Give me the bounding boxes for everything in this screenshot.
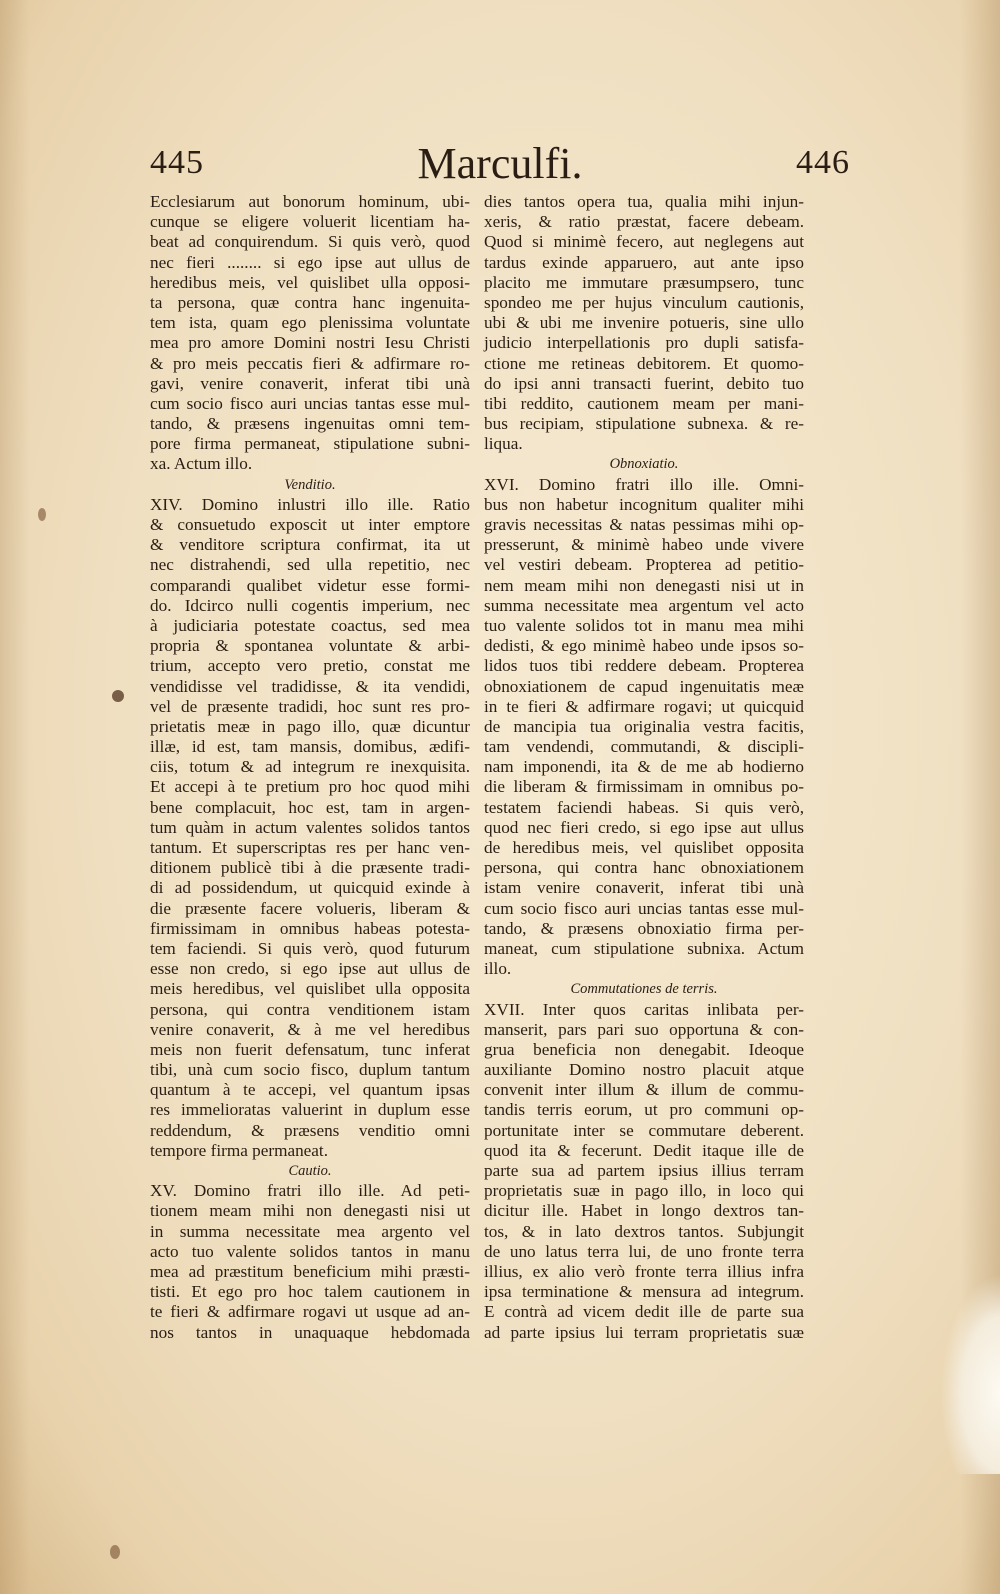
text-line: ditionem publicè tibi à die præsente tradi-	[150, 858, 470, 878]
text-line: XVII. Inter quos caritas inlibata per-	[484, 999, 804, 1019]
text-line: ad parte ipsius lui terram proprietatis suæ	[484, 1322, 804, 1342]
page-edge-shadow-left	[0, 0, 30, 1594]
text-line: bus recipiam, stipulatione subnexa. & re-	[484, 414, 804, 434]
text-line: heredibus meis, vel quislibet ulla opposi-	[150, 272, 470, 292]
text-line: & consuetudo exposcit ut inter emptore	[150, 515, 470, 534]
text-line: tandis terris eorum, ut pro communi op-	[484, 1100, 804, 1120]
text-line: summa necessitate mea argentum vel acto	[484, 595, 804, 615]
text-line: ctione me retineas debitorem. Et quomo-	[484, 353, 804, 373]
text-line: cum socio fisco auri uncias tantas esse mul-	[150, 393, 470, 413]
text-line: & pro meis peccatis fieri & adfirmare ro-	[150, 353, 470, 373]
text-line: tem ista, quam ego plenissima voluntate	[150, 313, 470, 333]
text-line: xa. Actum illo.	[150, 454, 253, 474]
text-line: mea pro amore Domini nostri Iesu Christi	[150, 333, 470, 353]
left-column	[150, 192, 470, 1343]
text-line: placito me immutare præsumpsero, tunc	[484, 272, 804, 292]
section-heading: Obnoxiatio.	[609, 456, 679, 473]
text-line: illæ, id est, tam mansis, domibus, ædifi-	[150, 737, 470, 757]
text-line: illo.	[484, 959, 512, 979]
text-line: ipsa terminatione & mensura ad integrum.	[484, 1282, 804, 1302]
running-head	[150, 138, 850, 190]
text-line: quantum à te accepi, vel quantum ipsas	[150, 1080, 470, 1100]
text-line: cum socio fisco auri uncias tantas esse mul-	[484, 898, 804, 918]
text-line: gavi, venire conaverit, inferat tibi unà	[150, 373, 470, 393]
text-line: spondeo me per hujus vinculum cautionis,	[484, 292, 804, 312]
text-line: tionem meam mihi non denegasti nisi ut	[150, 1201, 470, 1221]
text-line: xeris, & ratio præstat, facere debeam.	[484, 212, 804, 232]
text-line: XVI. Domino fratri illo ille. Omni-	[484, 474, 804, 494]
text-line: ciis, totum & ad integrum re inexquisita.	[150, 757, 470, 777]
text-line: Et accepi à te pretium pro hoc quod mihi	[150, 777, 470, 797]
text-line: tantum. Et superscriptas res per hanc ven-	[150, 838, 470, 857]
text-line: Ecclesiarum aut bonorum hominum, ubi-	[150, 192, 470, 211]
text-line: de heredibus meis, vel quislibet opposita	[484, 838, 804, 857]
text-line: tibi reddito, cautionem meam per mani-	[484, 393, 804, 413]
text-line: testatem faciendi habeas. Si quis verò,	[484, 797, 804, 817]
text-line: illius, ex alio verò fronte terra illius infra	[484, 1261, 804, 1281]
text-line: nec distrahendi, sed ulla repetitio, nec	[150, 555, 470, 575]
text-line: tuo valente solidos tot in manu mea mihi	[484, 615, 804, 635]
text-line: lidos tuos tibi reddere debeam. Propterea	[484, 656, 804, 676]
text-line: venire conaverit, & à me vel heredibus	[150, 1019, 470, 1039]
text-line: di ad possidendum, ut quicquid exinde à	[150, 878, 470, 898]
text-line: bus non habetur incognitum qualiter mihi	[484, 494, 804, 514]
text-line: die præsente facere volueris, liberam &	[150, 898, 470, 918]
text-line: dedisti, & ego minimè habeo unde ipsos so-	[484, 636, 804, 656]
text-line: do. Idcirco nulli cogentis imperium, nec	[150, 595, 470, 615]
text-line: tisti. Et ego pro hoc talem cautionem in	[150, 1282, 470, 1302]
text-line: presserunt, & minimè habeo unde vivere	[484, 535, 804, 555]
text-line: meis non fuerit defensatum, tunc inferat	[150, 1039, 470, 1059]
text-line: tibi, unà cum socio fisco, duplum tantum	[150, 1060, 470, 1080]
ink-stain	[110, 1545, 120, 1559]
text-line: liqua.	[484, 434, 523, 454]
text-line: tardus exinde apparuero, aut ante ipso	[484, 252, 804, 272]
text-line: parte sua ad partem ipsius illius terram	[484, 1161, 804, 1180]
text-line: & venditore scriptura confirmat, ita ut	[150, 535, 470, 555]
text-line: XV. Domino fratri illo ille. Ad peti-	[150, 1181, 470, 1201]
text-line: persona, qui contra venditionem istam	[150, 999, 470, 1019]
text-line: nec fieri ........ si ego ipse aut ullus de	[150, 252, 470, 272]
text-line: beat ad conquirendum. Si quis verò, quod	[150, 232, 470, 252]
text-line: E contrà ad vicem dedit ille de parte sua	[484, 1302, 804, 1322]
text-line: dicitur ille. Habet in longo dextros tan-	[484, 1201, 804, 1221]
text-line: te fieri & adfirmare rogavi ut usque ad an-	[150, 1302, 470, 1322]
text-line: tum quàm in actum valentes solidos tantos	[150, 817, 470, 837]
text-line: quod nec fieri credo, si ego ipse aut ullus	[484, 817, 804, 837]
right-column	[484, 192, 804, 1343]
text-line: quod ita & fecerunt. Dedit itaque ille de	[484, 1140, 804, 1160]
text-line: cunque se eligere voluerit licentiam ha-	[150, 212, 470, 232]
text-line: XIV. Domino inlustri illo ille. Ratio	[150, 494, 470, 514]
text-line: de uno latus terra lui, de uno fronte terra	[484, 1241, 804, 1261]
text-line: in te fieri & adfirmare rogavi; ut quicquid	[484, 696, 804, 716]
text-line: propria & spontanea voluntate & arbi-	[150, 636, 470, 656]
page-number-left: 445	[150, 144, 204, 181]
text-line: judicio interpellationis pro dupli satisfa-	[484, 333, 804, 353]
text-line: maneat, cum stipulatione subnixa. Actum	[484, 938, 804, 958]
section-heading: Venditio.	[284, 476, 336, 493]
text-line: ubi & ubi me invenire potueris, sine ullo	[484, 313, 804, 333]
text-line: grua beneficia non denegabit. Ideoque	[484, 1039, 804, 1059]
text-line: tam vendendi, commutandi, & discipli-	[484, 737, 804, 757]
text-line: nem meam mihi non denegasti nisi ut in	[484, 575, 804, 595]
text-line: meis heredibus, vel quislibet ulla opposita	[150, 979, 470, 999]
text-line: nos tantos in unaquaque hebdomada	[150, 1322, 470, 1342]
text-line: tem faciendi. Si quis verò, quod futurum	[150, 938, 470, 958]
section-heading: Cautio.	[288, 1163, 332, 1179]
ink-stain	[38, 508, 46, 521]
text-line: vel vestiri debeam. Propterea ad petitio-	[484, 555, 804, 575]
text-line: convenit inter illum & illum de commu-	[484, 1080, 804, 1100]
text-line: bene complacuit, hoc est, tam in argen-	[150, 797, 470, 817]
text-line: proprietatis suæ in pago illo, in loco qui	[484, 1181, 804, 1201]
text-line: auxiliante Domino nostro placuit atque	[484, 1060, 804, 1080]
text-line: tos, & in lato dextros tantos. Subjungit	[484, 1221, 804, 1241]
text-line: res immelioratas valuerint in duplum esse	[150, 1100, 470, 1120]
text-line: prietatis meæ in pago illo, quæ dicuntur	[150, 716, 470, 736]
page-number-right: 446	[796, 144, 850, 181]
ink-stain	[112, 690, 124, 702]
text-line: ta persona, quæ contra hanc ingenuita-	[150, 292, 470, 312]
text-line: esse non credo, si ego ipse aut ullus de	[150, 959, 470, 979]
text-line: pore firma permaneat, stipulatione subni-	[150, 434, 470, 454]
text-line: istam venire conaverit, inferat tibi unà	[484, 878, 804, 898]
section-heading: Commutationes de terris.	[570, 981, 718, 998]
text-line: obnoxiationem de capud ingenuitatis meæ	[484, 676, 804, 696]
page-damage	[940, 1274, 1000, 1474]
text-line: gravis necessitas & natas pessimas mihi op-	[484, 515, 804, 534]
text-line: vendidisse vel tradidisse, & ita vendidi,	[150, 676, 470, 696]
text-line: manserit, pars pari suo opportuna & con-	[484, 1019, 804, 1039]
text-line: persona, qui contra hanc obnoxiationem	[484, 858, 804, 878]
text-line: firmissimam in omnibus habeas potesta-	[150, 918, 470, 938]
text-line: do ipsi anni transacti fuerint, debito tuo	[484, 373, 804, 393]
text-line: de mancipia tua originalia vestra facitis,	[484, 716, 804, 736]
text-line: à judiciaria potestate coactus, sed mea	[150, 615, 470, 635]
text-line: tando, & præsens obnoxiatio firma per-	[484, 918, 804, 938]
text-line: dies tantos opera tua, qualia mihi injun-	[484, 192, 804, 211]
text-line: nam imponendi, ita & de me ab hodierno	[484, 757, 804, 777]
text-line: mea ad præstitum beneficium mihi præsti-	[150, 1261, 470, 1281]
text-line: tando, & præsens ingenuitas omni tem-	[150, 414, 470, 434]
text-line: comparandi qualibet videtur esse formi-	[150, 575, 470, 595]
text-line: vel de præsente tradidi, hoc sunt res pro-	[150, 696, 470, 716]
text-line: Quod si minimè fecero, aut neglegens aut	[484, 232, 804, 252]
text-line: trium, accepto vero pretio, constat me	[150, 656, 470, 676]
text-line: in summa necessitate mea argento vel	[150, 1221, 470, 1241]
text-line: portunitate inter se commutare deberent.	[484, 1120, 804, 1140]
text-line: reddendum, & præsens venditio omni	[150, 1120, 470, 1140]
text-line: acto tuo valente solidos tantos in manu	[150, 1241, 470, 1261]
page-title: Marculfi.	[417, 139, 583, 188]
text-line: die liberam & firmissimam in omnibus po-	[484, 777, 804, 797]
text-line: tempore firma permaneat.	[150, 1140, 328, 1160]
